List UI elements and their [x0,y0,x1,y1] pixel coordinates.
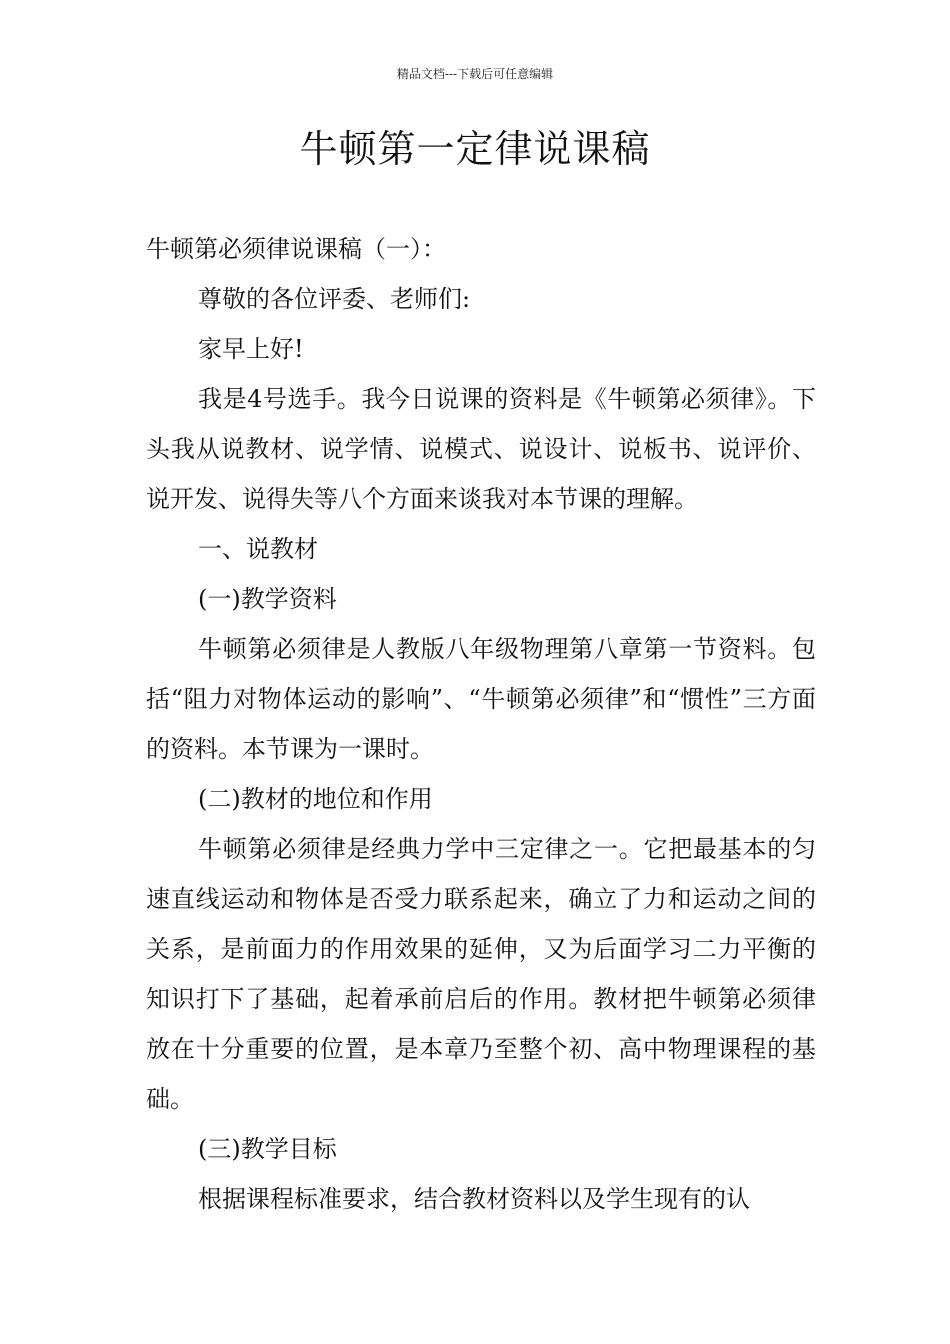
page-header-note: 精品文档---下载后可任意编辑 [396,67,554,81]
paragraph-introduction: 我是4号选手。我今日说课的资料是《牛顿第必须律》。下头我从说教材、说学情、说模式、说设计、说板书、说评价、说开发、说得失等八个方面来谈我对本节课的理解。 [146,385,816,513]
paragraph-textbook-role: 牛顿第必须律是经典力学中三定律之一。它把最基本的匀速直线运动和物体是否受力联系起来，确立了力和运动之间的关系，是前面力的作用效果的延伸，又为后面学习二力平衡的知识打下了基础，起着承前启后的作用。教材把牛顿第必须律放在十分重要的位置，是本章乃至整个初、高中物理课程的基础。 [146,835,816,1113]
paragraph-good-morning: 家早上好! [198,335,304,363]
section-subtitle: 牛顿第必须律说课稿（一）： [146,235,446,263]
heading-textbook: 一、说教材 [198,535,318,563]
paragraph-teaching-goals: 根据课程标准要求，结合教材资料以及学生现有的认 [198,1185,750,1213]
document-title: 牛顿第一定律说课稿 [299,127,651,171]
document-body [146,224,816,1224]
heading-teaching-goals: (三)教学目标 [198,1135,337,1163]
heading-textbook-role: (二)教材的地位和作用 [198,785,433,813]
paragraph-teaching-content: 牛顿第必须律是人教版八年级物理第八章第一节资料。包括“阻力对物体运动的影响”、“牛顿第必须律”和“惯性”三方面的资料。本节课为一课时。 [146,635,816,763]
paragraph-greeting: 尊敬的各位评委、老师们: [198,285,471,313]
heading-teaching-content: (一)教学资料 [198,585,337,613]
